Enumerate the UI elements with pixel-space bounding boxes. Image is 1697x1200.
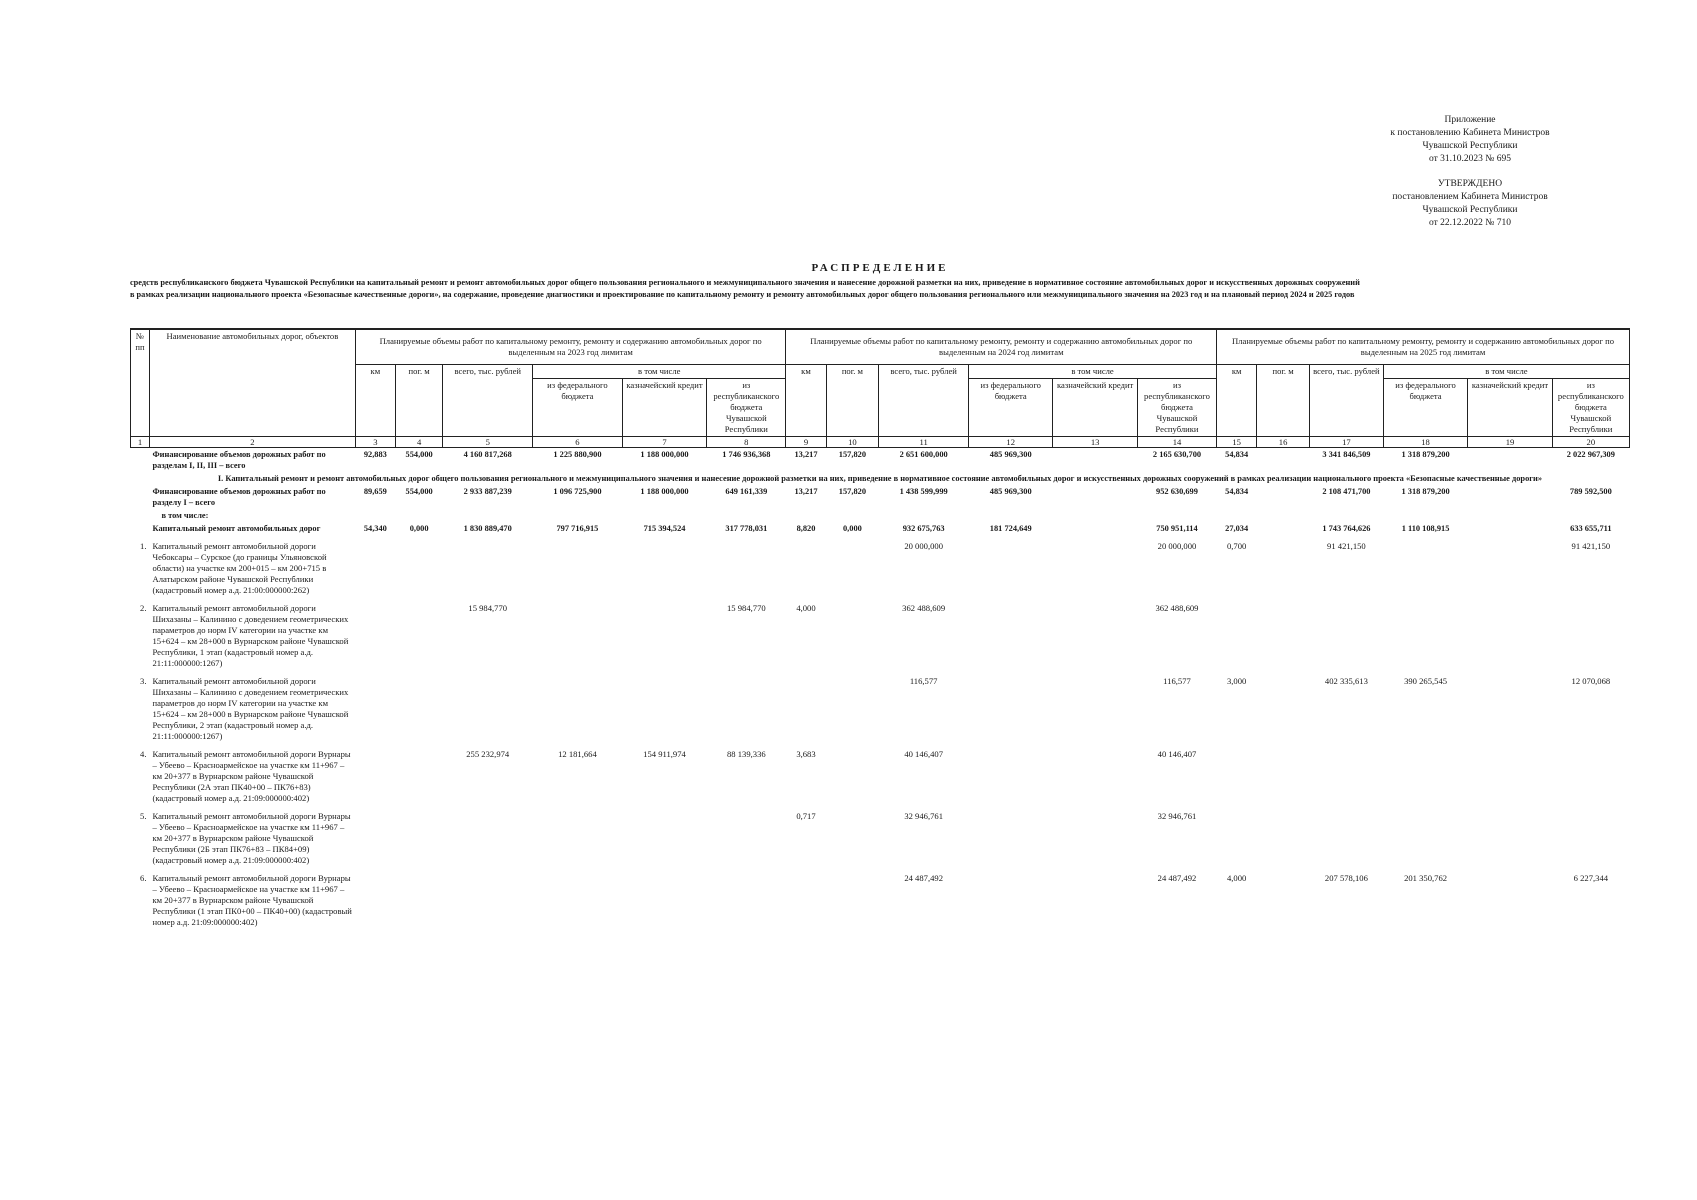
table-cell bbox=[1552, 597, 1629, 670]
table-cell: 1 318 879,200 bbox=[1401, 450, 1450, 459]
table-cell: 0,000 bbox=[842, 524, 862, 533]
table-cell: 4,000 bbox=[796, 603, 816, 613]
table-cell bbox=[1383, 509, 1467, 522]
table-cell: 116,577 bbox=[909, 676, 938, 686]
table-cell bbox=[1552, 509, 1629, 522]
column-number: 15 bbox=[1217, 437, 1257, 448]
row-number: 5. bbox=[140, 811, 147, 821]
table-cell: 2 165 630,700 bbox=[1152, 450, 1202, 459]
table-cell: 154 911,974 bbox=[643, 749, 686, 759]
table-cell bbox=[826, 670, 879, 743]
table-cell bbox=[1383, 535, 1467, 597]
table-cell: 40 146,407 bbox=[1157, 749, 1197, 759]
table-cell bbox=[1053, 522, 1137, 535]
header-treasury-credit: казначейский кредит bbox=[1053, 379, 1137, 437]
table-cell bbox=[826, 535, 879, 597]
annex-line: Приложение bbox=[1444, 115, 1496, 125]
header-incl: в том числе bbox=[1383, 365, 1629, 379]
table-cell bbox=[1257, 670, 1310, 743]
table-cell: 3,683 bbox=[796, 749, 816, 759]
table-cell bbox=[1309, 743, 1383, 805]
table-cell bbox=[1053, 805, 1137, 867]
row-name bbox=[149, 535, 355, 597]
table-cell: 1 096 725,900 bbox=[553, 487, 602, 496]
table-cell: 2 651 600,000 bbox=[899, 450, 948, 459]
row-name-text: Финансирование объемов дорожных работ по разделам I, II, III – всего bbox=[152, 450, 326, 470]
table-cell: 2 933 887,239 bbox=[463, 487, 512, 496]
table-cell bbox=[1053, 670, 1137, 743]
header-incl: в том числе bbox=[969, 365, 1217, 379]
table-cell: 390 265,545 bbox=[1404, 676, 1448, 686]
table-cell: 13,217 bbox=[794, 487, 818, 496]
table-cell bbox=[1257, 522, 1310, 535]
row-number bbox=[131, 485, 150, 509]
header-total: всего, тыс. рублей bbox=[879, 365, 969, 437]
table-cell: 362 488,609 bbox=[902, 603, 946, 613]
row-name bbox=[149, 522, 355, 535]
table-cell bbox=[1257, 597, 1310, 670]
table-cell: 402 335,613 bbox=[1324, 676, 1368, 686]
column-number: 3 bbox=[355, 437, 395, 448]
table-cell: 3 341 846,509 bbox=[1322, 450, 1371, 459]
table-cell: 1 318 879,200 bbox=[1401, 487, 1450, 496]
header-km: км bbox=[355, 365, 395, 437]
annex-line: к постановлению Кабинета Министров bbox=[1390, 128, 1550, 138]
table-cell bbox=[1217, 509, 1257, 522]
table-cell bbox=[1468, 743, 1552, 805]
row-name bbox=[149, 448, 355, 473]
table-cell bbox=[1257, 743, 1310, 805]
table-cell: 952 630,699 bbox=[1156, 487, 1198, 496]
table-cell bbox=[786, 535, 826, 597]
table-cell: 92,883 bbox=[363, 450, 387, 459]
table-cell bbox=[1468, 509, 1552, 522]
table-row bbox=[131, 597, 1630, 670]
table-cell bbox=[443, 805, 533, 867]
table-cell: 15 984,770 bbox=[468, 603, 508, 613]
table-cell bbox=[707, 509, 786, 522]
table-cell bbox=[1383, 743, 1467, 805]
table-cell: 207 578,106 bbox=[1324, 873, 1368, 883]
table-cell bbox=[1309, 509, 1383, 522]
table-cell: 54,834 bbox=[1225, 487, 1249, 496]
table-row bbox=[131, 670, 1630, 743]
table-row bbox=[131, 535, 1630, 597]
table-cell bbox=[969, 597, 1053, 670]
row-number: 4. bbox=[140, 749, 147, 759]
incl-label: в том числе: bbox=[161, 511, 209, 520]
header-federal: из федерального бюджета bbox=[533, 379, 623, 437]
approval-line: УТВЕРЖДЕНО bbox=[1437, 179, 1503, 189]
approval-block bbox=[1350, 178, 1590, 230]
table-cell: 157,820 bbox=[838, 487, 867, 496]
table-cell bbox=[969, 805, 1053, 867]
header-group-2025: Планируемые объемы работ по капитальному ремонту, ремонту и содержанию автомобильных дорог по выделенным на 2025 год лимитам bbox=[1217, 329, 1630, 365]
table-cell bbox=[1257, 509, 1310, 522]
table-cell bbox=[1468, 670, 1552, 743]
row-name-text: Капитальный ремонт автомобильной дороги Чебоксары – Сурское (до границы Ульяновской области) на участке км 200+015 – км 200+715 в Алатырском районе Чувашской Республики (кадастровый номер а.д. 21:00:000000:262) bbox=[152, 541, 327, 595]
table-cell: 157,820 bbox=[838, 450, 867, 459]
table-cell bbox=[1309, 805, 1383, 867]
table-cell bbox=[1053, 597, 1137, 670]
row-name-text: Финансирование объемов дорожных работ по разделу I – всего bbox=[152, 487, 326, 507]
section-title: I. Капитальный ремонт и ремонт автомобильных дорог общего пользования регионального и межмуниципального значения и нанесение дорожной разметки на них, приведение в нормативное состояние автомобильных дорог и искусственных дорожных сооружений в рамках реализации национального проекта «Безопасные качественные дороги» bbox=[217, 474, 1543, 483]
table-cell: 715 394,524 bbox=[643, 524, 686, 533]
annex-line: Чувашской Республики bbox=[1422, 141, 1518, 151]
header-republican: из республиканского бюджета Чувашской Республики bbox=[1137, 379, 1216, 437]
table-cell: 1 188 000,000 bbox=[640, 450, 689, 459]
table-cell: 89,659 bbox=[363, 487, 387, 496]
table-cell: 24 487,492 bbox=[1157, 873, 1197, 883]
table-cell: 6 227,344 bbox=[1573, 873, 1609, 883]
capital-repair-row bbox=[131, 522, 1630, 535]
table-cell: 32 946,761 bbox=[904, 811, 943, 821]
table-cell bbox=[826, 509, 879, 522]
table-cell: 750 951,114 bbox=[1156, 524, 1198, 533]
table-cell bbox=[355, 743, 395, 805]
header-republican: из республиканского бюджета Чувашской Республики bbox=[707, 379, 786, 437]
table-cell bbox=[1552, 743, 1629, 805]
row-name bbox=[149, 670, 355, 743]
table-cell: 1 225 880,900 bbox=[553, 450, 602, 459]
table-cell bbox=[826, 597, 879, 670]
approval-line: от 22.12.2022 № 710 bbox=[1429, 218, 1511, 228]
table-cell bbox=[969, 509, 1053, 522]
table-cell bbox=[786, 509, 826, 522]
table-cell: 1 743 764,626 bbox=[1322, 524, 1371, 533]
table-cell: 633 655,711 bbox=[1570, 524, 1612, 533]
column-number: 20 bbox=[1552, 437, 1629, 448]
table-cell bbox=[1053, 867, 1137, 929]
section-total-row bbox=[131, 485, 1630, 509]
table-cell bbox=[355, 805, 395, 867]
header-no: № пп bbox=[131, 329, 150, 437]
table-cell: 40 146,407 bbox=[904, 749, 943, 759]
row-number: 6. bbox=[140, 873, 147, 883]
column-number: 18 bbox=[1383, 437, 1467, 448]
column-number: 5 bbox=[443, 437, 533, 448]
document-heading bbox=[130, 262, 1630, 301]
table-cell bbox=[443, 867, 533, 929]
table-cell: 0,000 bbox=[409, 524, 429, 533]
table-cell bbox=[1468, 485, 1552, 509]
table-cell bbox=[1468, 805, 1552, 867]
row-number: 2. bbox=[140, 603, 147, 613]
row-name-text: Капитальный ремонт автомобильной дороги Вурнары – Убеево – Красноармейское на участке км 11+967 – км 20+377 в Вурнарском районе Чувашской Республики (1 этап ПК0+00 – ПК40+00) (кадастровый номер а.д. 21:09:000000:402) bbox=[152, 873, 352, 927]
table-cell: 24 487,492 bbox=[904, 873, 943, 883]
header-name: Наименование автомобильных дорог, объектов bbox=[149, 329, 355, 437]
table-cell: 2 108 471,700 bbox=[1322, 487, 1371, 496]
header-group-2024: Планируемые объемы работ по капитальному ремонту, ремонту и содержанию автомобильных дорог по выделенным на 2024 год лимитам bbox=[786, 329, 1217, 365]
table-row bbox=[131, 743, 1630, 805]
table-cell bbox=[826, 805, 879, 867]
table-cell: 255 232,974 bbox=[466, 749, 510, 759]
column-number: 8 bbox=[707, 437, 786, 448]
table-cell bbox=[355, 597, 395, 670]
table-cell: 362 488,609 bbox=[1155, 603, 1199, 613]
table-cell bbox=[1217, 597, 1257, 670]
row-name-text: Капитальный ремонт автомобильной дороги Шихазаны – Калинино с доведением геометрических параметров до норм IV категории на участке км 15+624 – км 28+000 в Вурнарском районе Чувашской Республики, 2 этап (кадастровый номер а.д. 21:11:000000:1267) bbox=[152, 676, 349, 741]
table-cell bbox=[395, 597, 442, 670]
table-cell: 54,834 bbox=[1225, 450, 1249, 459]
table-cell bbox=[395, 535, 442, 597]
table-cell: 4,000 bbox=[1226, 873, 1247, 883]
table-cell bbox=[395, 509, 442, 522]
table-cell: 20 000,000 bbox=[1157, 541, 1197, 551]
table-cell bbox=[1137, 509, 1216, 522]
table-cell bbox=[1309, 597, 1383, 670]
table-cell bbox=[1468, 522, 1552, 535]
header-group-2023: Планируемые объемы работ по капитальному ремонту, ремонту и содержанию автомобильных дорог по выделенным на 2023 год лимитам bbox=[355, 329, 786, 365]
table-cell bbox=[355, 535, 395, 597]
table-cell: 12 181,664 bbox=[558, 749, 597, 759]
row-name bbox=[149, 867, 355, 929]
table-cell bbox=[1468, 867, 1552, 929]
table-cell bbox=[443, 670, 533, 743]
table-cell: 1 110 108,915 bbox=[1401, 524, 1450, 533]
column-number: 2 bbox=[149, 437, 355, 448]
table-cell bbox=[1053, 485, 1137, 509]
table-cell bbox=[395, 867, 442, 929]
table-cell: 554,000 bbox=[405, 450, 433, 459]
table-cell bbox=[395, 805, 442, 867]
header-total: всего, тыс. рублей bbox=[443, 365, 533, 437]
column-number: 11 bbox=[879, 437, 969, 448]
distribution-table bbox=[130, 328, 1630, 929]
table-row bbox=[131, 805, 1630, 867]
table-cell bbox=[826, 743, 879, 805]
table-cell bbox=[622, 597, 706, 670]
table-cell: 3,000 bbox=[1226, 676, 1247, 686]
table-cell: 485 969,300 bbox=[989, 450, 1032, 459]
row-name bbox=[149, 805, 355, 867]
table-cell bbox=[533, 535, 623, 597]
header-pm: пог. м bbox=[395, 365, 442, 437]
column-number: 13 bbox=[1053, 437, 1137, 448]
table-cell bbox=[786, 867, 826, 929]
row-name-text: Капитальный ремонт автомобильных дорог bbox=[152, 524, 321, 533]
header-km: км bbox=[786, 365, 826, 437]
column-number: 7 bbox=[622, 437, 706, 448]
document-subtitle-line-2: в рамках реализации национального проекта «Безопасные качественные дороги», на содержание, проведение диагностики и проектирование по капитальному ремонту и ремонту автомобильных дорог общего пользования регионального или межмуниципального значения на 2023 год и на плановый период 2024 и 2025 годов bbox=[130, 290, 1355, 299]
table-cell: 91 421,150 bbox=[1327, 541, 1366, 551]
approval-line: Чувашской Республики bbox=[1422, 205, 1518, 215]
table-cell bbox=[1053, 448, 1137, 473]
table-cell bbox=[395, 670, 442, 743]
table-cell bbox=[1257, 448, 1310, 473]
table-cell bbox=[707, 867, 786, 929]
table-cell bbox=[443, 535, 533, 597]
row-name bbox=[149, 597, 355, 670]
table-cell bbox=[622, 535, 706, 597]
table-row bbox=[131, 867, 1630, 929]
header-pm: пог. м bbox=[1257, 365, 1310, 437]
row-number: 1. bbox=[140, 541, 147, 551]
table-cell bbox=[707, 805, 786, 867]
table-cell: 649 161,339 bbox=[725, 487, 768, 496]
table-cell: 2 022 967,309 bbox=[1566, 450, 1615, 459]
table-cell bbox=[969, 670, 1053, 743]
table-cell bbox=[533, 867, 623, 929]
table-cell bbox=[1257, 485, 1310, 509]
row-name bbox=[149, 485, 355, 509]
row-name-text: Капитальный ремонт автомобильной дороги Вурнары – Убеево – Красноармейское на участке км 11+967 – км 20+377 в Вурнарском районе Чувашской Республики (2А этап ПК40+00 – ПК76+83) (кадастровый номер а.д. 21:09:000000:402) bbox=[152, 749, 351, 803]
table-cell bbox=[1053, 509, 1137, 522]
table-cell bbox=[355, 670, 395, 743]
table-cell bbox=[622, 509, 706, 522]
table-cell bbox=[622, 805, 706, 867]
column-number: 10 bbox=[826, 437, 879, 448]
table-cell bbox=[1257, 867, 1310, 929]
table-cell: 27,034 bbox=[1225, 524, 1249, 533]
table-cell bbox=[1383, 805, 1467, 867]
table-cell: 554,000 bbox=[405, 487, 433, 496]
header-km: км bbox=[1217, 365, 1257, 437]
header-treasury-credit: казначейский кредит bbox=[622, 379, 706, 437]
table-cell bbox=[533, 597, 623, 670]
table-cell bbox=[533, 670, 623, 743]
row-number: 3. bbox=[140, 676, 147, 686]
table-cell: 13,217 bbox=[794, 450, 818, 459]
header-federal: из федерального бюджета bbox=[969, 379, 1053, 437]
table-cell: 317 778,031 bbox=[725, 524, 768, 533]
table-cell bbox=[1257, 535, 1310, 597]
section-row bbox=[131, 472, 1630, 485]
table-cell: 789 592,500 bbox=[1569, 487, 1612, 496]
table-cell: 181 724,649 bbox=[989, 524, 1032, 533]
table-cell bbox=[1552, 805, 1629, 867]
column-number: 17 bbox=[1309, 437, 1383, 448]
table-cell: 4 160 817,268 bbox=[463, 450, 512, 459]
table-cell bbox=[786, 670, 826, 743]
table-cell: 0,717 bbox=[796, 811, 816, 821]
table-cell bbox=[1468, 448, 1552, 473]
column-number: 4 bbox=[395, 437, 442, 448]
table-cell bbox=[707, 535, 786, 597]
table-cell bbox=[1217, 743, 1257, 805]
table-cell bbox=[879, 509, 969, 522]
column-number: 19 bbox=[1468, 437, 1552, 448]
table-cell: 54,340 bbox=[363, 524, 387, 533]
table-cell: 8,820 bbox=[796, 524, 816, 533]
table-cell bbox=[395, 743, 442, 805]
column-number: 6 bbox=[533, 437, 623, 448]
column-number: 1 bbox=[131, 437, 150, 448]
table-cell: 116,577 bbox=[1163, 676, 1191, 686]
row-name bbox=[149, 743, 355, 805]
document-title: РАСПРЕДЕЛЕНИЕ bbox=[811, 262, 949, 274]
table-cell: 15 984,770 bbox=[726, 603, 766, 613]
incl-label-row bbox=[131, 509, 1630, 522]
table-cell bbox=[533, 509, 623, 522]
column-number: 14 bbox=[1137, 437, 1216, 448]
row-number bbox=[131, 448, 150, 473]
table-cell: 201 350,762 bbox=[1404, 873, 1448, 883]
table-cell: 797 716,915 bbox=[556, 524, 599, 533]
header-federal: из федерального бюджета bbox=[1383, 379, 1467, 437]
table-cell bbox=[355, 509, 395, 522]
table-cell bbox=[443, 509, 533, 522]
table-cell: 1 188 000,000 bbox=[640, 487, 689, 496]
table-cell bbox=[969, 867, 1053, 929]
approval-line: постановлением Кабинета Министров bbox=[1392, 192, 1548, 202]
row-number bbox=[131, 509, 150, 522]
table-cell bbox=[533, 805, 623, 867]
table-cell bbox=[1257, 805, 1310, 867]
table-cell: 485 969,300 bbox=[989, 487, 1032, 496]
row-number bbox=[131, 522, 150, 535]
table-cell: 1 438 599,999 bbox=[899, 487, 948, 496]
table-cell: 12 070,068 bbox=[1571, 676, 1611, 686]
table-cell: 88 139,336 bbox=[726, 749, 766, 759]
table-cell: 0,700 bbox=[1226, 541, 1247, 551]
table-cell bbox=[622, 670, 706, 743]
row-name-text: Капитальный ремонт автомобильной дороги Шихазаны – Калинино с доведением геометрических параметров до норм IV категории на участке км 15+624 – км 28+000 в Вурнарском районе Чувашской Республики, 1 этап (кадастровый номер а.д. 21:11:000000:1267) bbox=[152, 603, 349, 668]
table-cell bbox=[826, 867, 879, 929]
table-cell bbox=[1383, 597, 1467, 670]
table-cell bbox=[969, 535, 1053, 597]
table-cell bbox=[969, 743, 1053, 805]
table-cell bbox=[355, 867, 395, 929]
grand-total-row bbox=[131, 448, 1630, 473]
table-cell: 32 946,761 bbox=[1157, 811, 1197, 821]
row-name-text: Капитальный ремонт автомобильной дороги Вурнары – Убеево – Красноармейское на участке км 11+967 – км 20+377 в Вурнарском районе Чувашской Республики (2Б этап ПК76+83 – ПК84+09) (кадастровый номер а.д. 21:09:000000:402) bbox=[152, 811, 351, 865]
table-cell: 20 000,000 bbox=[904, 541, 943, 551]
table-cell bbox=[1468, 535, 1552, 597]
table-cell: 91 421,150 bbox=[1571, 541, 1611, 551]
table-cell bbox=[622, 867, 706, 929]
table-cell bbox=[1053, 535, 1137, 597]
header-republican: из республиканского бюджета Чувашской Республики bbox=[1552, 379, 1629, 437]
document-subtitle-line-1: средств республиканского бюджета Чувашской Республики на капитальный ремонт и ремонт автомобильных дорог общего пользования регионального и межмуниципального значения и нанесение дорожной разметки на них, приведение в нормативное состояние автомобильных дорог и искусственных дорожных сооружений bbox=[130, 278, 1360, 287]
table-cell: 1 746 936,368 bbox=[722, 450, 771, 459]
table-cell: 932 675,763 bbox=[902, 524, 945, 533]
annex-block bbox=[1350, 114, 1590, 166]
table-cell bbox=[1217, 805, 1257, 867]
column-number: 16 bbox=[1257, 437, 1310, 448]
header-treasury-credit: казначейский кредит bbox=[1468, 379, 1552, 437]
column-number: 9 bbox=[786, 437, 826, 448]
table-cell bbox=[1468, 597, 1552, 670]
header-incl: в том числе bbox=[533, 365, 786, 379]
column-numbers-row bbox=[131, 437, 1630, 448]
header-pm: пог. м bbox=[826, 365, 879, 437]
table-cell: 1 830 889,470 bbox=[463, 524, 512, 533]
table-cell bbox=[707, 670, 786, 743]
table-cell bbox=[1053, 743, 1137, 805]
annex-line: от 31.10.2023 № 695 bbox=[1429, 154, 1511, 164]
header-total: всего, тыс. рублей bbox=[1309, 365, 1383, 437]
column-number: 12 bbox=[969, 437, 1053, 448]
